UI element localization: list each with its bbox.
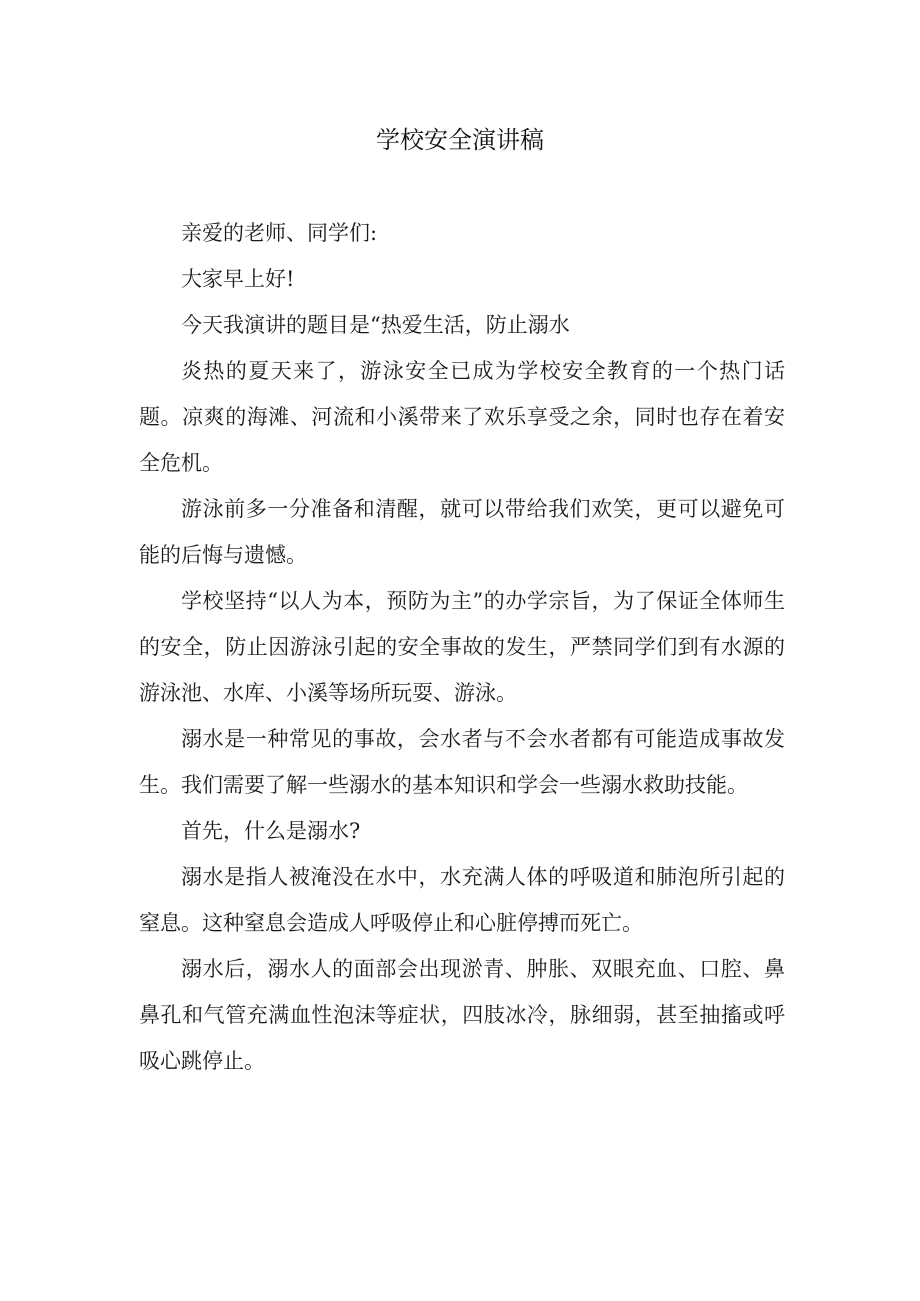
paragraph-topic: 今天我演讲的题目是“热爱生活，防止溺水 [181,313,570,337]
paragraph-preparation: 游泳前多一分准备和清醒，就可以带给我们欢笑，更可以避免可能的后悔与遗憾。 [139,497,785,567]
paragraph-question: 首先，什么是溺水? [181,819,361,843]
paragraph-salutation: 大家早上好! [181,267,295,291]
paragraph-common-accident: 溺水是一种常见的事故，会水者与不会水者都有可能造成事故发生。我们需要了解一些溺水的基本知识和学会一些溺水救助技能。 [139,727,785,797]
paragraph-symptoms: 溺水后，溺水人的面部会出现淤青、肿胀、双眼充血、口腔、鼻鼻孔和气管充满血性泡沫等症状，四肢冰冷，脉细弱，甚至抽搐或呼吸心跳停止。 [139,957,785,1073]
paragraph-greeting: 亲爱的老师、同学们: [181,221,378,245]
paragraph-definition: 溺水是指人被淹没在水中，水充满人体的呼吸道和肺泡所引起的窒息。这种窒息会造成人呼吸停止和心脏停搏而死亡。 [139,865,785,935]
document-body [139,210,785,1084]
document-title: 学校安全演讲稿 [376,126,544,154]
paragraph-school-policy: 学校坚持“以人为本，预防为主”的办学宗旨，为了保证全体师生的安全，防止因游泳引起的安全事故的发生，严禁同学们到有水源的游泳池、水库、小溪等场所玩耍、游泳。 [139,589,785,705]
paragraph-summer: 炎热的夏天来了，游泳安全已成为学校安全教育的一个热门话题。凉爽的海滩、河流和小溪带来了欢乐享受之余，同时也存在着安全危机。 [139,359,785,475]
